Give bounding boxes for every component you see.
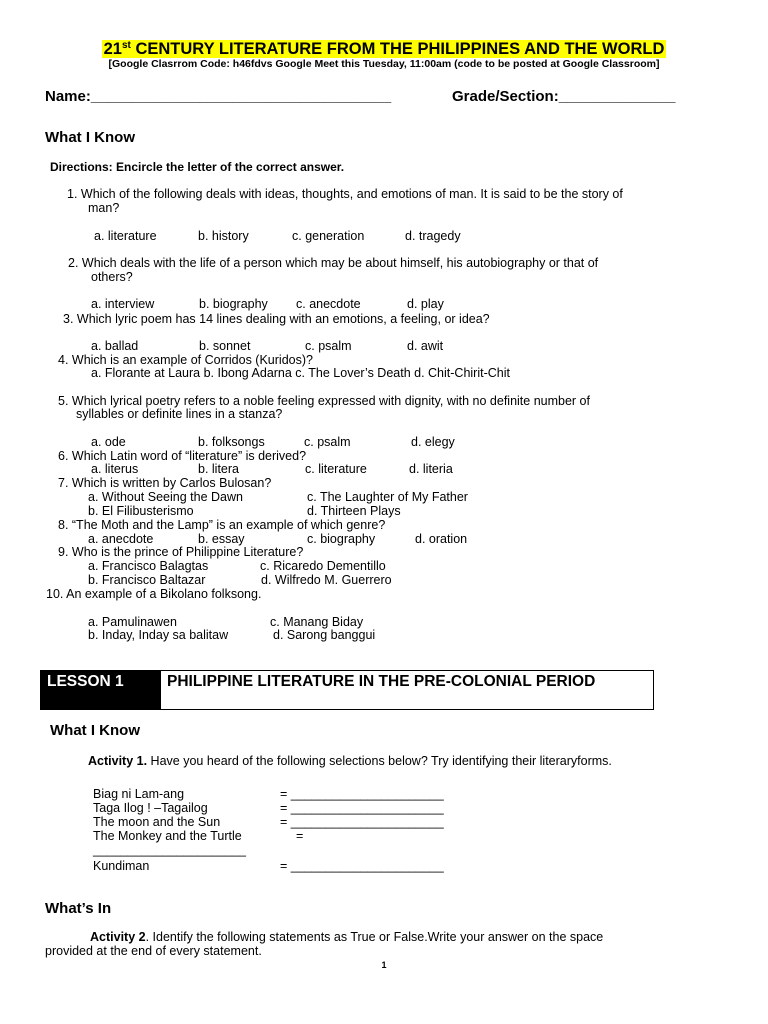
q8-option-d: d. oration bbox=[415, 532, 468, 546]
activity-2-instructions bbox=[90, 930, 603, 944]
activity-1-instructions bbox=[88, 754, 612, 768]
q3-option-c: c. psalm bbox=[305, 339, 352, 353]
q7-option-d: d. Thirteen Plays bbox=[307, 504, 401, 518]
lesson-title: PHILIPPINE LITERATURE IN THE PRE-COLONIAL PERIOD bbox=[167, 673, 596, 690]
document-title: 21st CENTURY LITERATURE FROM THE PHILIPPINES AND THE WORLD bbox=[103, 40, 665, 58]
q10-option-b: b. Inday, Inday sa balitaw bbox=[88, 628, 229, 642]
question-1-cont: man? bbox=[88, 201, 120, 215]
answer-blank: = ______________________ bbox=[280, 801, 444, 815]
q2-option-b: b. biography bbox=[199, 297, 268, 311]
activity-1-text: Have you heard of the following selections below? Try identifying their literaryforms. bbox=[147, 754, 612, 768]
q10-option-d: d. Sarong banggui bbox=[273, 628, 376, 642]
q8-option-a: a. anecdote bbox=[88, 532, 154, 546]
q9-option-d: d. Wilfredo M. Guerrero bbox=[261, 573, 392, 587]
q6-option-d: d. literia bbox=[409, 462, 453, 476]
q2-option-d: d. play bbox=[407, 297, 444, 311]
q5-option-a: a. ode bbox=[91, 435, 126, 449]
section-heading-what-i-know-2: What I Know bbox=[50, 722, 140, 739]
q3-option-b: b. sonnet bbox=[199, 339, 251, 353]
answer-blank: = ______________________ bbox=[280, 787, 444, 801]
name-field: Name:____________________________________ bbox=[45, 88, 392, 105]
activity-2-label: Activity 2 bbox=[90, 930, 146, 944]
selection-item: Taga Ilog ! –Tagailog bbox=[93, 801, 208, 815]
q1-option-c: c. generation bbox=[292, 229, 365, 243]
q3-option-a: a. ballad bbox=[91, 339, 139, 353]
q10-option-a: a. Pamulinawen bbox=[88, 615, 177, 629]
q3-option-d: d. awit bbox=[407, 339, 444, 353]
activity-1-label: Activity 1. bbox=[88, 754, 148, 768]
activity-2-instructions-cont: provided at the end of every statement. bbox=[45, 944, 262, 958]
q1-option-d: d. tragedy bbox=[405, 229, 461, 243]
question-2-cont: others? bbox=[91, 270, 133, 284]
question-5-cont: syllables or definite lines in a stanza? bbox=[76, 407, 283, 421]
selection-item: The moon and the Sun bbox=[93, 815, 221, 829]
q8-option-b: b. essay bbox=[198, 532, 245, 546]
section-heading-what-i-know: What I Know bbox=[45, 129, 135, 146]
question-9: 9. Who is the prince of Philippine Literature? bbox=[58, 545, 304, 559]
q4-options: a. Florante at Laura b. Ibong Adarna c. The Lover’s Death d. Chit-Chirit-Chit bbox=[91, 366, 510, 380]
grade-section-field: Grade/Section:______________ bbox=[452, 88, 676, 105]
q6-option-b: b. litera bbox=[198, 462, 239, 476]
q9-option-c: c. Ricaredo Dementillo bbox=[260, 559, 386, 573]
question-1: 1. Which of the following deals with ideas, thoughts, and emotions of man. It is said to be the story of bbox=[67, 187, 623, 201]
question-3: 3. Which lyric poem has 14 lines dealing with an emotions, a feeling, or idea? bbox=[63, 312, 490, 326]
question-5: 5. Which lyrical poetry refers to a noble feeling expressed with dignity, with no definite number of bbox=[58, 394, 590, 408]
q7-option-c: c. The Laughter of My Father bbox=[307, 490, 468, 504]
answer-blank: = ______________________ bbox=[280, 859, 444, 873]
answer-blank: = bbox=[296, 829, 304, 843]
question-8: 8. “The Moth and the Lamp” is an example of which genre? bbox=[58, 518, 386, 532]
q6-option-a: a. literus bbox=[91, 462, 139, 476]
q7-option-a: a. Without Seeing the Dawn bbox=[88, 490, 243, 504]
q5-option-d: d. elegy bbox=[411, 435, 455, 449]
directions: Directions: Encircle the letter of the correct answer. bbox=[50, 160, 345, 174]
page-number: 1 bbox=[381, 960, 387, 970]
question-7: 7. Which is written by Carlos Bulosan? bbox=[58, 476, 272, 490]
lesson-banner bbox=[40, 670, 654, 710]
q9-option-a: a. Francisco Balagtas bbox=[88, 559, 209, 573]
lesson-number: LESSON 1 bbox=[41, 671, 161, 709]
q6-option-c: c. literature bbox=[305, 462, 367, 476]
question-6: 6. Which Latin word of “literature” is derived? bbox=[58, 449, 307, 463]
answer-blank: ______________________ bbox=[93, 843, 246, 857]
question-2: 2. Which deals with the life of a person which may be about himself, his autobiography or that of bbox=[68, 256, 599, 270]
section-heading-whats-in: What’s In bbox=[45, 900, 112, 917]
q8-option-c: c. biography bbox=[307, 532, 376, 546]
q5-option-b: b. folksongs bbox=[198, 435, 265, 449]
q10-option-c: c. Manang Biday bbox=[270, 615, 364, 629]
q1-option-a: a. literature bbox=[94, 229, 157, 243]
selection-item: Biag ni Lam-ang bbox=[93, 787, 185, 801]
question-4: 4. Which is an example of Corridos (Kuridos)? bbox=[58, 353, 313, 367]
q2-option-a: a. interview bbox=[91, 297, 155, 311]
question-10: 10. An example of a Bikolano folksong. bbox=[46, 587, 262, 601]
q7-option-b: b. El Filibusterismo bbox=[88, 504, 194, 518]
q5-option-c: c. psalm bbox=[304, 435, 351, 449]
q1-option-b: b. history bbox=[198, 229, 249, 243]
q2-option-c: c. anecdote bbox=[296, 297, 361, 311]
activity-2-text: . Identify the following statements as True or False.Write your answer on the space bbox=[145, 930, 604, 944]
selection-item: Kundiman bbox=[93, 859, 150, 873]
q9-option-b: b. Francisco Baltazar bbox=[88, 573, 206, 587]
classroom-note: [Google Clasrrom Code: h46fdvs Google Meet this Tuesday, 11:00am (code to be posted at Google Classroom] bbox=[108, 58, 660, 70]
selection-item: The Monkey and the Turtle bbox=[93, 829, 242, 843]
answer-blank: = ______________________ bbox=[280, 815, 444, 829]
